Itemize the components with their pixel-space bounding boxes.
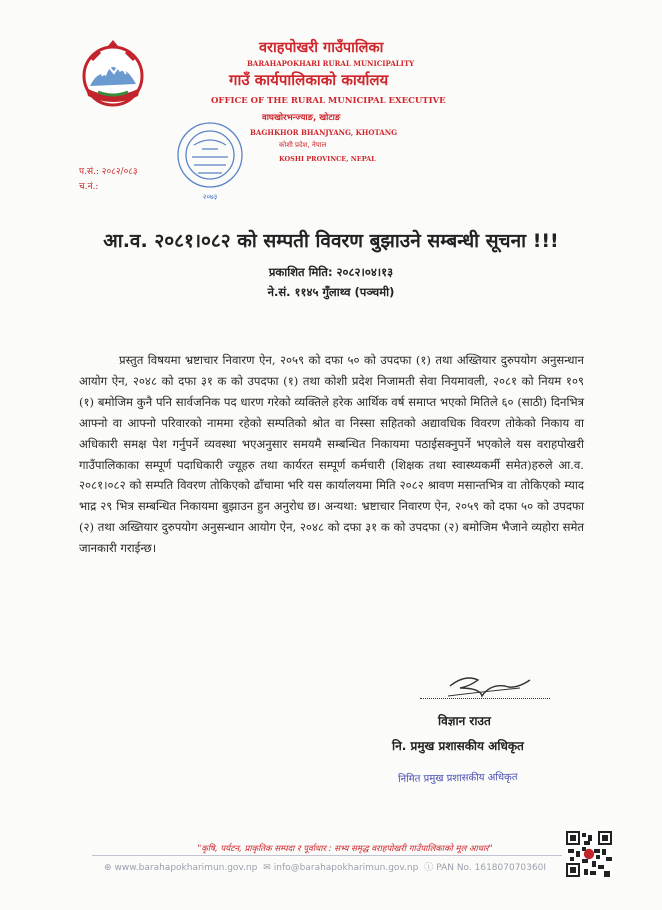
signatory-designation: नि. प्रमुख प्रशासकीय अधिकृत [392,739,524,753]
notice-body [79,350,584,559]
website-link[interactable]: www.barahapokharimun.gov.np [114,863,258,873]
email-icon: ✉ [263,863,271,873]
address-np: वाघखोरभन्ज्याङ, खोटाङ [262,113,341,123]
published-date: प्रकाशित मिति: २०८२।०४।१३ [268,265,394,279]
notice-body-text: प्रस्तुत विषयमा भ्रष्टाचार निवारण ऐन, २०५९ को दफा ५० को उपदफा (१) तथा अख्तियार दुरुपयोग अनुसन्धान आयोग ऐन, २०४८ को दफा ३१ क को उपदफा (१) तथा कोशी प्रदेश निजामती सेवा नियमावली, २०८१ को नियम १०९ (१) बमोजिम कुनै पनि सार्वजनिक पद धारण गरेको व्यक्तिले हरेक आर्थिक वर्ष समाप्त भएको मितिले ६० (साठी) दिनभित्र आफ्नो वा आफ्नो परिवारको नाममा रहेको सम्पतिको श्रोत वा निस्सा सहितको अद्यावधिक विवरण तोकेको निकाय वा अधिकारी समक्ष पेश गर्नुपर्ने व्यवस्था भएअनुसार समयमै सम्बन्धित निकायमा पठाईसक्नुपर्ने भएकोले यस वराहपोखरी गाउँपालिकाका सम्पूर्ण पदाधिकारी ज्यूहरु तथा कार्यरत सम्पूर्ण कर्मचारी (शिक्षक तथा स्वास्थ्यकर्मी समेत)हरुले आ.व. २०८१।०८२ को सम्पति विवरण तोकिएको ढाँचामा भरि यस कार्यालयमा मिति २०८२ श्रावण मसान्तभित्र वा तोकिएको म्याद भाद्र २९ भित्र सम्बन्धित निकायमा बुझाउन हुन अनुरोध छ। अन्यथा: भ्रष्टाचार निवारण ऐन, २०५९ को दफा ५० को उपदफा (२) तथा अख्तियार दुरुपयोग अनुसन्धान आयोग ऐन, २०४८ को दफा ३१ क को उपदफा (२) बमोजिम भैजाने व्यहोरा समेत जानकारी गराईन्छ। [79,353,584,556]
address-en: BAGHKHOR BHANJYANG, KHOTANG [250,128,398,137]
office-name-en: OFFICE OF THE RURAL MUNICIPAL EXECUTIVE [211,96,446,106]
province-np: कोशी प्रदेश, नेपाल [279,141,327,149]
footer-divider [92,855,562,856]
qr-code-icon [566,831,612,877]
signatory-name: विज्ञान राउत [438,714,491,728]
email-link[interactable]: info@barahapokharimun.gov.np [273,863,419,873]
nepal-sambat-date: ने.सं. ११४५ गुँलाथ्व (पञ्चमी) [267,285,395,299]
globe-icon: ⊕ [104,863,112,873]
footer-slogan: "कृषि, पर्यटन, प्राकृतिक सम्पदा र पूर्वाधार : सभ्य समृद्ध वराहपोखरी गाउँपालिकाको मूल आधार" [197,844,493,854]
office-seal-stamp [172,115,248,203]
province-en: KOSHI PROVINCE, NEPAL [279,155,376,163]
pan-icon: ⓘ [424,863,434,873]
svg-text:२०७३: २०७३ [202,193,218,201]
office-name-np: गाउँ कार्यपालिकाको कार्यालय [229,71,389,89]
signature-scribble [420,666,540,706]
footer-contact [104,860,549,873]
municipality-name-np: वराहपोखरी गाउँपालिका [259,40,384,56]
municipality-name-en: BARAHAPOKHARI RURAL MUNICIPALITY [247,59,415,68]
designation-stamp: निमित प्रमुख प्रशासकीय अधिकृत [397,771,518,786]
pan-number: PAN No. 161807070360I [436,863,546,873]
signature-line [420,698,550,699]
reference-number: प.सं.: २०८२/०८३ [79,167,138,177]
notice-title: आ.व. २०८१।०८२ को सम्पती विवरण बुझाउने सम्बन्धी सूचना !!! [103,230,559,252]
nepal-emblem-icon [78,40,148,110]
dispatch-number: च.नं.: [79,182,99,192]
